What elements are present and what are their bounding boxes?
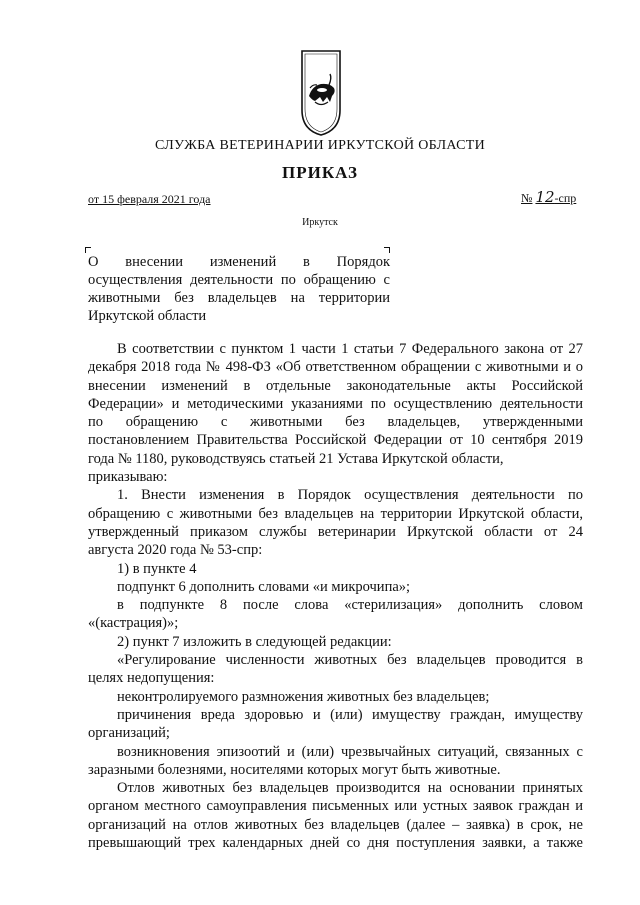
number-sign: № (521, 191, 533, 205)
subject-line: О внесении изменений в Порядок (88, 254, 390, 270)
body-line: целях недопущения: (88, 670, 215, 687)
body-line: В соответствии с пунктом 1 части 1 статьи 7 Федерального закона от 27 (117, 341, 583, 357)
document-body (88, 340, 583, 852)
document-number (521, 188, 576, 206)
subject-line: осуществления деятельности по обращению с (88, 272, 390, 288)
body-line: года № 1180, руководствуясь статьей 21 Устава Иркутской области, (88, 450, 504, 467)
organization-name: СЛУЖБА ВЕТЕРИНАРИИ ИРКУТСКОЙ ОБЛАСТИ (155, 138, 485, 153)
document-type-title: ПРИКАЗ (282, 163, 358, 182)
number-suffix: -спр (554, 191, 577, 205)
body-line: декабря 2018 года № 498-ФЗ «Об ответственном обращении с животными и о (88, 359, 583, 376)
body-line: превышающий трех календарных дней со дня поступления заявки, а также (88, 835, 583, 852)
document-subject (88, 253, 390, 325)
body-line: возникновения эпизоотий и (или) чрезвычайных ситуаций, связанных с (117, 743, 583, 760)
body-line: в подпункте 8 после слова «стерилизация» дополнить словом (117, 597, 583, 614)
body-line: Федерации» и методическими указаниями по осуществлению деятельности (88, 395, 583, 412)
body-line: 2) пункт 7 изложить в следующей редакции: (117, 633, 392, 650)
body-line: постановлением Правительства Российской Федерации от 10 сентября 2019 (88, 432, 583, 449)
subject-line: животными без владельцев на территории (88, 290, 390, 306)
irkutsk-coat-of-arms-icon (301, 50, 341, 136)
body-line: «(кастрация)»; (88, 615, 179, 632)
body-line: заразными болезнями, носителями которых могут быть животные. (88, 761, 501, 778)
body-line: подпункт 6 дополнить словами «и микрочипа»; (117, 578, 411, 595)
body-line: внесении изменений в отдельные законодательные акты Российской (88, 377, 583, 394)
body-line: приказываю: (88, 469, 168, 486)
handwritten-number: 12 (535, 188, 555, 206)
body-line: Отлов животных без владельцев производится на основании принятых (117, 780, 583, 797)
body-line: 1. Внести изменения в Порядок осуществления деятельности по (117, 487, 583, 504)
subject-line: Иркутской области (88, 308, 207, 324)
body-line: утвержденный приказом службы ветеринарии Иркутской области от 24 (88, 523, 583, 540)
body-line: «Регулирование численности животных без владельцев проводится в (117, 652, 583, 669)
body-line: причинения вреда здоровью и (или) имуществу граждан, имуществу (117, 706, 583, 723)
body-line: организаций; (88, 725, 170, 742)
document-date: от 15 февраля 2021 года (88, 192, 211, 206)
document-city: Иркутск (302, 217, 338, 228)
body-line: по обращению с животными без владельцев, утвержденными (88, 414, 583, 431)
body-line: августа 2020 года № 53-спр: (88, 542, 263, 559)
body-line: 1) в пункте 4 (117, 560, 197, 577)
body-line: неконтролируемого размножения животных без владельцев; (117, 688, 490, 705)
body-line: обращению с животными без владельцев на территории Иркутской области, (88, 505, 583, 522)
body-line: органом местного самоуправления письменных или устных заявок граждан и (88, 798, 583, 815)
body-line: организаций на отлов животных без владельцев (далее – заявка) в срок, не (88, 816, 583, 833)
